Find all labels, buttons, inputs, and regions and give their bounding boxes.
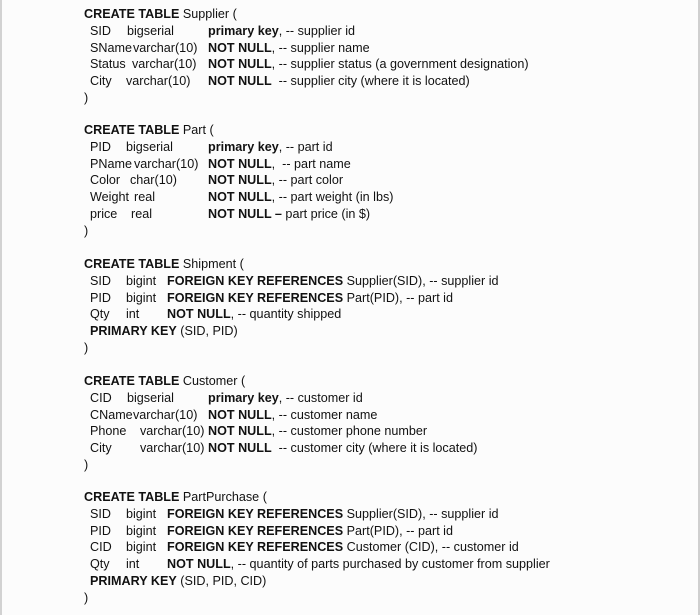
keyword: CREATE TABLE <box>84 490 180 504</box>
comment: Part(PID), -- part id <box>343 523 453 538</box>
column-name: SName <box>90 40 132 55</box>
keyword: CREATE TABLE <box>84 7 180 21</box>
column-def <box>84 506 499 523</box>
comment: Customer (CID), -- customer id <box>343 540 519 555</box>
constraint: NOT NULL <box>208 40 272 55</box>
keyword: PRIMARY KEY <box>90 573 177 588</box>
column-def <box>84 390 363 407</box>
column-name: Phone <box>90 424 127 439</box>
comment: , -- part name <box>271 156 351 171</box>
column-def <box>84 172 344 189</box>
column-name: City <box>90 74 112 89</box>
constraint: NOT NULL <box>208 190 272 205</box>
column-name: Weight <box>90 190 129 205</box>
column-type: varchar(10) <box>134 156 199 171</box>
column-name: CID <box>90 390 112 405</box>
comment: part price (in $) <box>281 206 371 221</box>
column-def <box>84 189 394 206</box>
comment: Supplier(SID), -- supplier id <box>343 506 499 521</box>
column-type: bigint <box>126 273 157 288</box>
constraint: FOREIGN KEY REFERENCES <box>167 290 344 305</box>
comment: , -- supplier name <box>271 40 370 55</box>
constraint: NOT NULL <box>208 156 272 171</box>
column-name: Qty <box>90 307 110 322</box>
column-def <box>84 440 478 457</box>
keyword: CREATE TABLE <box>84 123 180 137</box>
constraint: primary key <box>208 390 279 405</box>
comment: , -- supplier id <box>278 23 356 38</box>
pk-columns: (SID, PID, CID) <box>176 573 267 588</box>
create-statement <box>84 256 244 273</box>
pk-columns: (SID, PID) <box>176 324 238 339</box>
column-def <box>84 156 351 173</box>
create-statement <box>84 373 245 390</box>
column-type: char(10) <box>130 173 177 188</box>
column-def <box>84 556 550 573</box>
table-shipment <box>84 256 499 357</box>
column-name: SID <box>90 23 111 38</box>
column-type: int <box>126 307 140 322</box>
comment: , -- customer phone number <box>271 424 428 439</box>
close-paren: ) <box>84 590 89 605</box>
comment: , -- part weight (in lbs) <box>271 190 394 205</box>
column-def <box>84 423 428 440</box>
table-name: Customer ( <box>182 374 246 388</box>
column-def <box>84 539 519 556</box>
column-def <box>84 139 333 156</box>
table-name: Supplier ( <box>182 7 237 21</box>
column-def <box>84 306 342 323</box>
table-name: Part ( <box>182 123 214 137</box>
comment: Supplier(SID), -- supplier id <box>343 273 499 288</box>
column-def <box>84 523 453 540</box>
comment: , -- supplier status (a government designation) <box>271 57 529 72</box>
constraint: NOT NULL <box>167 557 231 572</box>
column-type: real <box>131 206 152 221</box>
column-def <box>84 73 470 90</box>
constraint: NOT NULL <box>208 424 272 439</box>
primary-key-def <box>84 573 267 590</box>
close-paren: ) <box>84 340 89 355</box>
constraint: FOREIGN KEY REFERENCES <box>167 523 344 538</box>
comment: , -- quantity of parts purchased by customer from supplier <box>230 557 550 572</box>
comment: -- supplier city (where it is located) <box>271 74 470 89</box>
table-customer <box>84 373 478 474</box>
column-name: PID <box>90 523 111 538</box>
column-type: varchar(10) <box>140 441 205 456</box>
column-name: PID <box>90 290 111 305</box>
constraint: NOT NULL <box>208 441 272 456</box>
keyword: CREATE TABLE <box>84 374 180 388</box>
keyword: PRIMARY KEY <box>90 324 177 339</box>
close-paren: ) <box>84 223 89 238</box>
comment: , -- quantity shipped <box>230 307 342 322</box>
column-type: int <box>126 557 140 572</box>
column-type: bigint <box>126 506 157 521</box>
column-name: CID <box>90 540 112 555</box>
column-name: Color <box>90 173 121 188</box>
constraint: NOT NULL <box>208 173 272 188</box>
column-type: varchar(10) <box>132 57 197 72</box>
table-name: PartPurchase ( <box>182 490 267 504</box>
column-name: PName <box>90 156 132 171</box>
column-type: bigint <box>126 540 157 555</box>
comment: , -- customer name <box>271 407 378 422</box>
column-name: PID <box>90 139 111 154</box>
keyword: CREATE TABLE <box>84 257 180 271</box>
column-def <box>84 23 356 40</box>
constraint: primary key <box>208 23 279 38</box>
constraint: FOREIGN KEY REFERENCES <box>167 506 344 521</box>
table-part <box>84 122 394 240</box>
constraint: primary key <box>208 139 279 154</box>
constraint: NOT NULL <box>208 407 272 422</box>
column-name: SID <box>90 506 111 521</box>
column-type: varchar(10) <box>140 424 205 439</box>
table-partpurchase <box>84 489 550 607</box>
column-type: bigint <box>126 290 157 305</box>
column-name: City <box>90 441 112 456</box>
column-def <box>84 56 529 73</box>
column-type: bigserial <box>126 139 173 154</box>
constraint: NOT NULL <box>208 57 272 72</box>
constraint: FOREIGN KEY REFERENCES <box>167 540 344 555</box>
column-name: Qty <box>90 557 110 572</box>
comment: Part(PID), -- part id <box>343 290 453 305</box>
column-type: bigserial <box>127 390 174 405</box>
comment: , -- part color <box>271 173 344 188</box>
constraint: NOT NULL <box>208 74 272 89</box>
table-name: Shipment ( <box>182 257 244 271</box>
column-type: bigserial <box>127 23 174 38</box>
primary-key-def <box>84 323 244 340</box>
column-type: varchar(10) <box>133 407 198 422</box>
comment: , -- customer id <box>278 390 363 405</box>
column-name: SID <box>90 273 111 288</box>
column-name: price <box>90 206 118 221</box>
create-statement <box>84 122 214 139</box>
column-type: varchar(10) <box>126 74 191 89</box>
column-def <box>84 407 378 424</box>
comment: -- customer city (where it is located) <box>271 441 478 456</box>
column-type: bigint <box>126 523 157 538</box>
column-name: CName <box>90 407 133 422</box>
column-type: varchar(10) <box>133 40 198 55</box>
column-def <box>84 206 371 223</box>
column-def <box>84 273 499 290</box>
column-type: real <box>134 190 155 205</box>
table-supplier <box>84 6 529 107</box>
close-paren: ) <box>84 457 89 472</box>
create-statement <box>84 6 237 23</box>
comment: , -- part id <box>278 139 333 154</box>
constraint: NOT NULL <box>167 307 231 322</box>
column-name: Status <box>90 57 126 72</box>
close-paren: ) <box>84 90 89 105</box>
column-def <box>84 290 453 307</box>
constraint: FOREIGN KEY REFERENCES <box>167 273 344 288</box>
column-def <box>84 40 370 57</box>
create-statement <box>84 489 267 506</box>
constraint: NOT NULL – <box>208 206 282 221</box>
